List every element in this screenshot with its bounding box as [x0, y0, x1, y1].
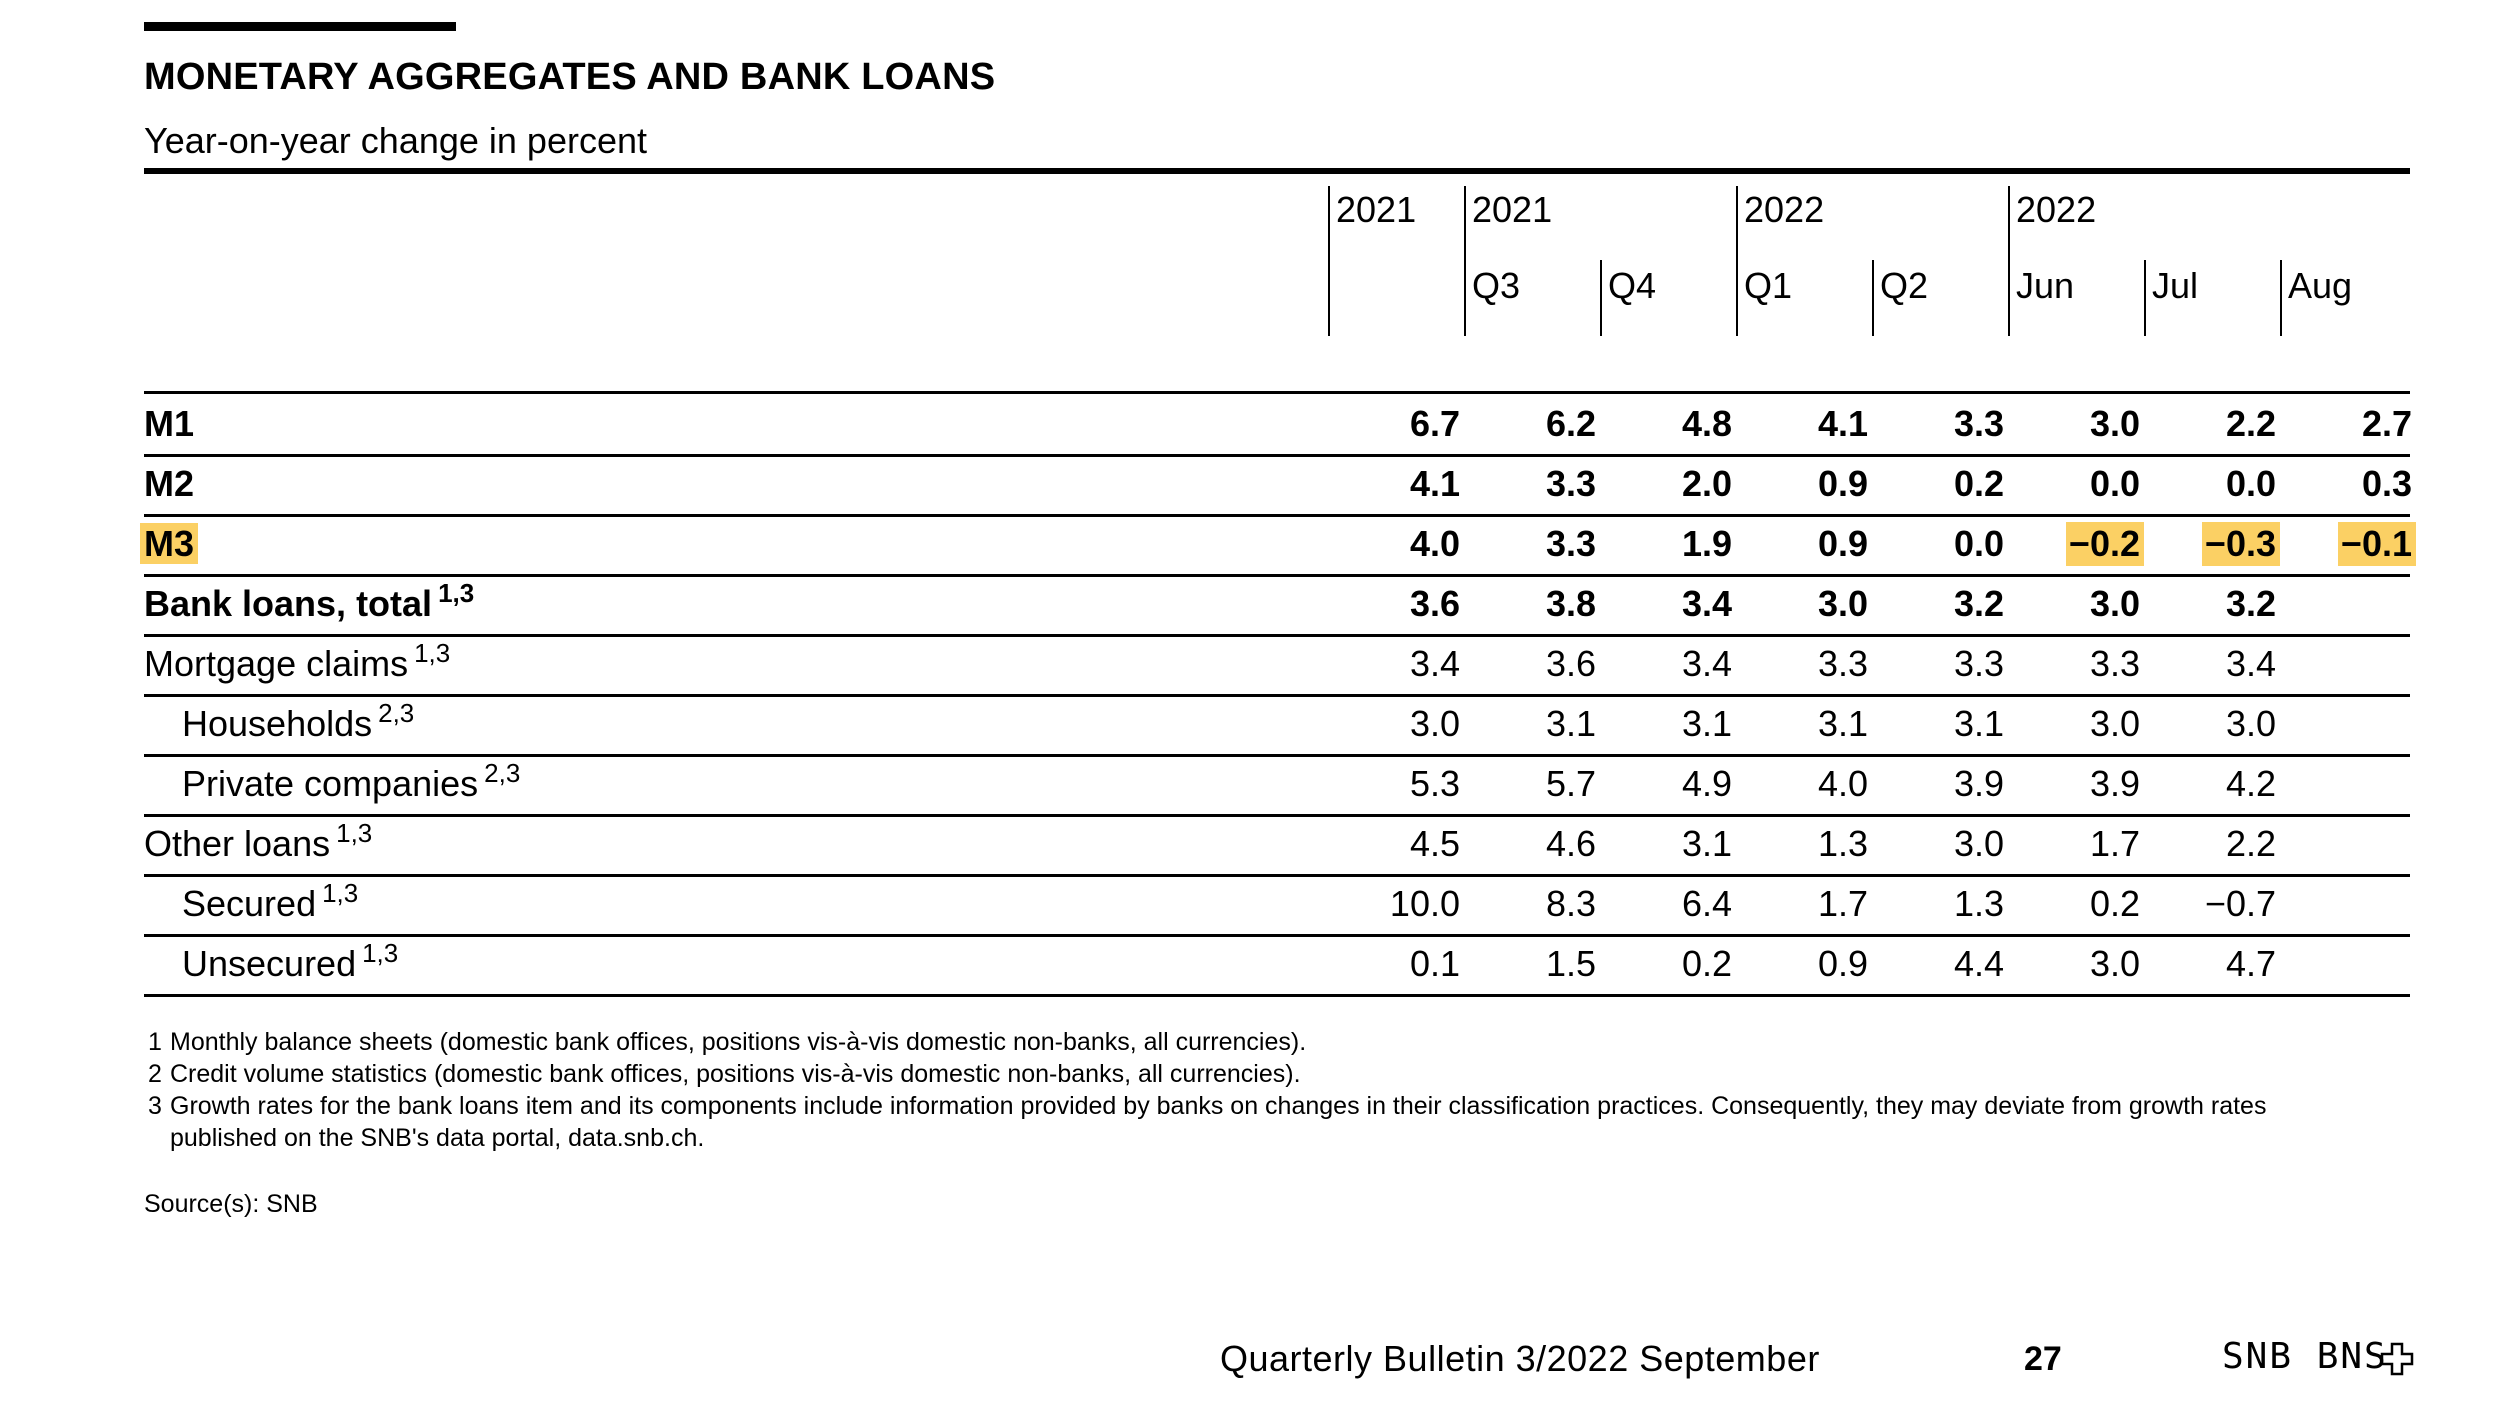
table-row: [144, 634, 2410, 697]
footnote-ref: 1,3: [438, 578, 475, 608]
row-label: [182, 878, 359, 926]
table-cell: 0.9: [1817, 523, 1868, 564]
table-cell: 3.3: [2089, 643, 2140, 684]
column-period: Q2: [1880, 265, 1929, 306]
table-cell: 5.7: [1545, 763, 1596, 804]
table-cell: 0.3: [2361, 463, 2412, 504]
footnote-ref: 1,3: [322, 878, 359, 908]
table-cell: 3.0: [1409, 703, 1460, 744]
table-title: MONETARY AGGREGATES AND BANK LOANS: [144, 56, 996, 98]
table-row: [144, 394, 2410, 457]
header-rule: [144, 168, 2410, 174]
table-cell: 3.4: [1681, 643, 1732, 684]
table-cell: 3.0: [1817, 583, 1868, 624]
row-label-text: Unsecured: [182, 943, 357, 984]
footnotes: [144, 1026, 2350, 1154]
row-label: [182, 758, 521, 806]
page-number: 27: [2024, 1340, 2062, 1378]
column-year: 2022: [2016, 189, 2097, 230]
table-cell: 0.2: [1953, 463, 2004, 504]
row-label-text: M2: [144, 463, 195, 504]
table-cell: 4.1: [1409, 463, 1460, 504]
table-row: [144, 754, 2410, 817]
row-label: [144, 522, 198, 566]
row-label: [144, 402, 194, 446]
table-row: [144, 454, 2410, 517]
row-label: [182, 698, 415, 746]
footnote-ref: 2,3: [378, 698, 415, 728]
table-cell: 3.9: [1953, 763, 2004, 804]
table-cell: −0.2: [2066, 522, 2144, 566]
table-cell: 1.3: [1817, 823, 1868, 864]
table-cell: 3.0: [2089, 703, 2140, 744]
table-cell: 3.6: [1545, 643, 1596, 684]
table-cell: 4.9: [1681, 763, 1732, 804]
row-label-text: Mortgage claims: [144, 643, 409, 684]
table-cell: 0.0: [2089, 463, 2140, 504]
column-period: Jul: [2152, 265, 2199, 306]
table-cell: 4.4: [1953, 943, 2004, 984]
column-period: Q1: [1744, 265, 1793, 306]
table-cell: [2280, 882, 2416, 926]
table-cell: 0.1: [1409, 943, 1460, 984]
table-cell: 3.0: [2089, 403, 2140, 444]
footnote-ref: 1,3: [336, 818, 373, 848]
table-row: [144, 874, 2410, 937]
table-cell: 3.4: [1409, 643, 1460, 684]
table-cell: 1.7: [1817, 883, 1868, 924]
row-label-text: Private companies: [182, 763, 479, 804]
footnote-1: 1 Monthly balance sheets (domestic bank offices, positions vis-à-vis domestic non-banks, all currencies).: [148, 1028, 1307, 1056]
table-cell: 4.2: [2225, 763, 2276, 804]
table-cell: 0.9: [1817, 943, 1868, 984]
table-cell: −0.3: [2202, 522, 2280, 566]
table-cell: 3.3: [1545, 523, 1596, 564]
table-cell: 3.2: [2225, 583, 2276, 624]
source-note: Source(s): SNB: [144, 1190, 318, 1218]
table-cell: 1.3: [1953, 883, 2004, 924]
table-cell: 4.6: [1545, 823, 1596, 864]
table-row: [144, 934, 2410, 997]
table-cell: 3.1: [1681, 823, 1732, 864]
table-cell: 8.3: [1545, 883, 1596, 924]
footer-publication: Quarterly Bulletin 3/2022 September: [1220, 1338, 1820, 1379]
table-cell: 3.0: [1953, 823, 2004, 864]
top-accent-rule: [144, 22, 456, 31]
table-cell: 0.0: [1953, 523, 2004, 564]
table-row: [144, 514, 2410, 577]
table-cell: 4.7: [2225, 943, 2276, 984]
column-year: 2022: [1744, 189, 1825, 230]
table-cell: [2280, 942, 2416, 986]
table-cell: 3.6: [1409, 583, 1460, 624]
table-cell: 3.3: [1953, 403, 2004, 444]
table-cell: 2.2: [2225, 823, 2276, 864]
table-cell: −0.1: [2338, 522, 2416, 566]
table-cell: 1.9: [1681, 523, 1732, 564]
table-cell: 3.1: [1953, 703, 2004, 744]
table-cell: 3.0: [2089, 943, 2140, 984]
table-row: [144, 574, 2410, 637]
table-cell: 5.3: [1409, 763, 1460, 804]
table-cell: 1.7: [2089, 823, 2140, 864]
table-cell: 0.2: [2089, 883, 2140, 924]
table-cell: 3.8: [1545, 583, 1596, 624]
column-period: Jun: [2016, 265, 2075, 306]
table-cell: 0.2: [1681, 943, 1732, 984]
table-cell: 2.2: [2225, 403, 2276, 444]
row-label: [144, 462, 194, 506]
row-label-text: Secured: [182, 883, 317, 924]
table-cell: 10.0: [1389, 883, 1460, 924]
table-cell: 0.9: [1817, 463, 1868, 504]
table-cell: 3.3: [1545, 463, 1596, 504]
footnote-ref: 1,3: [414, 638, 451, 668]
row-label: [182, 938, 399, 986]
table-cell: 4.0: [1409, 523, 1460, 564]
table-cell: 3.3: [1817, 643, 1868, 684]
table-cell: [2280, 582, 2416, 626]
row-label: [144, 818, 373, 866]
table-cell: 2.0: [1681, 463, 1732, 504]
table-cell: 4.5: [1409, 823, 1460, 864]
row-label: [144, 638, 451, 686]
row-label-text: Bank loans, total: [144, 583, 433, 624]
footnote-ref: 2,3: [484, 758, 521, 788]
table-row: [144, 694, 2410, 757]
table-cell: [2280, 762, 2416, 806]
table-row: [144, 814, 2410, 877]
column-period: Q3: [1472, 265, 1521, 306]
column-period: Aug: [2288, 265, 2353, 306]
column-period: Q4: [1608, 265, 1657, 306]
table-subtitle: Year-on-year change in percent: [144, 120, 647, 161]
table-cell: 4.1: [1817, 403, 1868, 444]
table-cell: 6.4: [1681, 883, 1732, 924]
table-cell: [2280, 822, 2416, 866]
row-label-text: M3: [140, 523, 198, 564]
table-cell: 3.1: [1545, 703, 1596, 744]
table-cell: 3.0: [2225, 703, 2276, 744]
table-cell: [2280, 642, 2416, 686]
table-cell: 3.0: [2089, 583, 2140, 624]
table-cell: 2.7: [2361, 403, 2412, 444]
table-cell: 3.9: [2089, 763, 2140, 804]
table-cell: [2280, 702, 2416, 746]
table-cell: 6.2: [1545, 403, 1596, 444]
table-cell: 3.4: [1681, 583, 1732, 624]
swiss-cross-icon: [2380, 1342, 2414, 1376]
table-cell: 4.8: [1681, 403, 1732, 444]
table-cell: 3.4: [2225, 643, 2276, 684]
row-label-text: M1: [144, 403, 195, 444]
table-cell: 0.0: [2225, 463, 2276, 504]
table-cell: 3.1: [1681, 703, 1732, 744]
table-cell: 1.5: [1545, 943, 1596, 984]
table-cell: 4.0: [1817, 763, 1868, 804]
footnote-2: 2 Credit volume statistics (domestic bank offices, positions vis-à-vis domestic non-banks, all currencies).: [148, 1060, 1301, 1088]
table-cell: 3.2: [1953, 583, 2004, 624]
table-cell: −0.7: [2204, 883, 2276, 924]
footnote-ref: 1,3: [362, 938, 399, 968]
row-label-text: Other loans: [144, 823, 331, 864]
snb-brand: SNB BNS: [2222, 1336, 2388, 1377]
column-year: 2021: [1336, 189, 1417, 230]
footnote-3: 3 Growth rates for the bank loans item and its components include information provided by banks on changes in their classification practices. Consequently, they may deviate from growth rates published on the SNB's data portal, data.snb.ch.: [148, 1092, 2267, 1152]
table-cell: 3.3: [1953, 643, 2004, 684]
table-cell: 3.1: [1817, 703, 1868, 744]
row-label-text: Households: [182, 703, 373, 744]
row-label: [144, 578, 475, 626]
table-cell: 6.7: [1409, 403, 1460, 444]
column-year: 2021: [1472, 189, 1553, 230]
